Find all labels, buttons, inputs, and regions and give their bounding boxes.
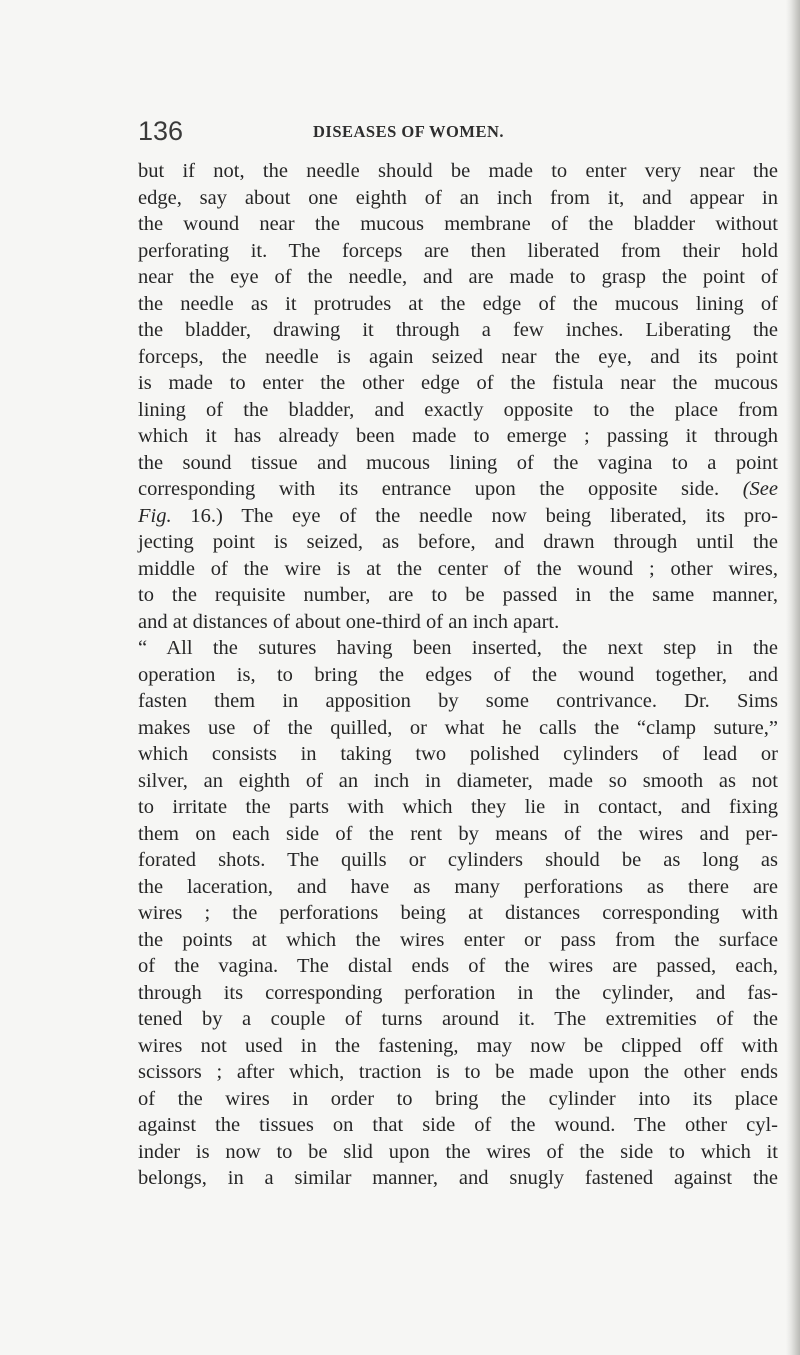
text-line: makes use of the quilled, or what he calls the “clamp suture,” xyxy=(138,716,778,739)
text-line: through its corresponding perforation in the cylinder, and fas- xyxy=(138,981,778,1004)
text-line: is made to enter the other edge of the fistula near the mucous xyxy=(138,372,778,394)
text-line: silver, an eighth of an inch in diameter, made so smooth as not xyxy=(138,769,778,792)
text-line: scissors ; after which, traction is to be made upon the other ends xyxy=(138,1061,778,1083)
text-line: belongs, in a similar manner, and snugly fastened against the xyxy=(138,1167,778,1189)
text-line: near the eye of the needle, and are made to grasp the point of xyxy=(138,266,778,288)
text-line: the wound near the mucous membrane of the bladder without xyxy=(138,213,778,235)
text-line: to the requisite number, are to be passed in the same manner, xyxy=(138,584,778,606)
page-header xyxy=(138,116,778,150)
text-line: of the vagina. The distal ends of the wires are passed, each, xyxy=(138,955,778,977)
text-line: perforating it. The forceps are then liberated from their hold xyxy=(138,239,778,262)
text-line: edge, say about one eighth of an inch from it, and appear in xyxy=(138,186,778,209)
body-text xyxy=(138,158,778,1192)
text-line: tened by a couple of turns around it. The extremities of the xyxy=(138,1008,778,1030)
text-line: the sound tissue and mucous lining of the vagina to a point xyxy=(138,451,778,474)
text-line: them on each side of the rent by means of the wires and per- xyxy=(138,822,778,845)
text-line: lining of the bladder, and exactly opposite to the place from xyxy=(138,398,778,421)
text-line: “ All the sutures having been inserted, the next step in the xyxy=(138,637,778,659)
text-line: against the tissues on that side of the wound. The other cyl- xyxy=(138,1114,778,1136)
text-line: which it has already been made to emerge ; passing it through xyxy=(138,425,778,447)
text-line: forceps, the needle is again seized near the eye, and its point xyxy=(138,345,778,368)
see-reference: (See xyxy=(742,478,779,500)
text-line: Fig. 16.) The eye of the needle now being liberated, its pro- xyxy=(138,504,778,527)
text-line: of the wires in order to bring the cylinder into its place xyxy=(138,1087,778,1110)
text-line: wires not used in the fastening, may now be clipped off with xyxy=(138,1034,778,1057)
text-line: which consists in taking two polished cylinders of lead or xyxy=(138,743,778,765)
text-segment: corresponding with its entrance upon the opposite side. xyxy=(138,478,720,500)
text-line: fasten them in apposition by some contrivance. Dr. Sims xyxy=(138,690,778,712)
text-line: the bladder, drawing it through a few inches. Liberating the xyxy=(138,319,778,341)
text-line: jecting point is seized, as before, and drawn through until the xyxy=(138,531,778,553)
text-line: the points at which the wires enter or pass from the surface xyxy=(138,928,778,951)
text-line: inder is now to be slid upon the wires of the side to which it xyxy=(138,1140,778,1163)
figure-reference: Fig. xyxy=(138,504,172,527)
text-line: forated shots. The quills or cylinders should be as long as xyxy=(138,849,778,871)
running-head: DISEASES OF WOMEN. xyxy=(313,122,504,141)
text-line: the needle as it protrudes at the edge of the mucous lining of xyxy=(138,292,778,315)
page-edge-shadow xyxy=(786,0,800,1355)
text-line xyxy=(138,476,778,503)
text-line: operation is, to bring the edges of the wound together, and xyxy=(138,663,778,686)
text-line: the laceration, and have as many perforations as there are xyxy=(138,875,778,898)
text-line: wires ; the perforations being at distances corresponding with xyxy=(138,902,778,924)
text-line: but if not, the needle should be made to enter very near the xyxy=(138,160,778,182)
text-line: middle of the wire is at the center of the wound ; other wires, xyxy=(138,557,778,580)
text-line: to irritate the parts with which they lie in contact, and fixing xyxy=(138,796,778,818)
page-number: 136 xyxy=(138,116,184,146)
text-line: and at distances of about one-third of an inch apart. xyxy=(138,610,560,633)
